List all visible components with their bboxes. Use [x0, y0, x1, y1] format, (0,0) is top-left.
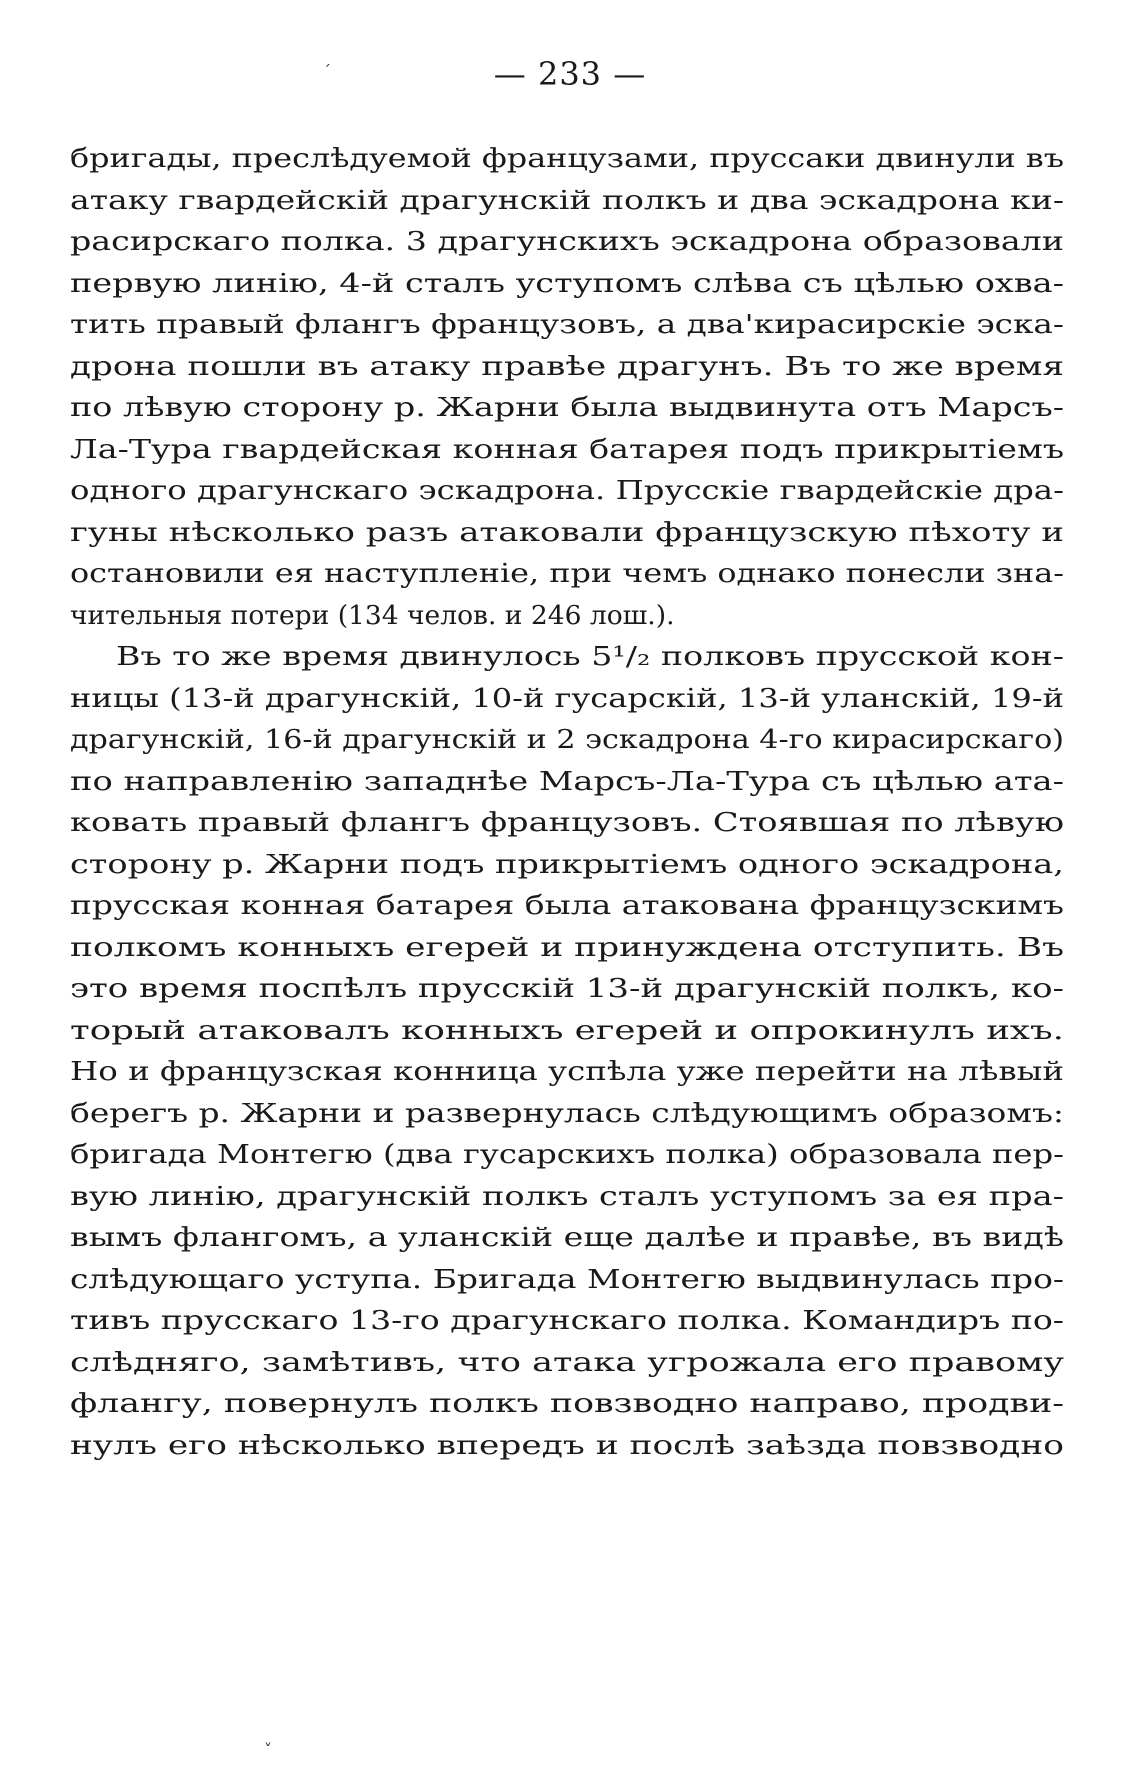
- text-line: [70, 1010, 1064, 1052]
- text-line-content: Въ то же время двинулось 5¹/₂ полковъ прусской кон-: [116, 641, 1064, 672]
- text-line: [70, 719, 1064, 761]
- text-line: [70, 263, 1064, 305]
- text-line: [70, 927, 1064, 969]
- text-line: [70, 595, 1064, 637]
- print-speck: ˊ: [323, 62, 331, 81]
- text-line: [70, 1342, 1064, 1384]
- text-line: [70, 138, 1064, 180]
- text-line-content: нулъ его нѣсколько впередъ и послѣ заѣзда повзводно: [70, 1429, 1064, 1461]
- text-line-content: бригада Монтегю (два гусарскихъ полка) образовала пер-: [70, 1139, 1064, 1170]
- text-line-content: одного драгунскаго эскадрона. Прусскіе гвардейскіе дра-: [70, 475, 1064, 506]
- text-line: [70, 1383, 1064, 1425]
- text-line: [70, 221, 1064, 263]
- text-line: [70, 1259, 1064, 1301]
- text-line-content: остановили ея наступленіе, при чемъ однако понесли зна-: [70, 558, 1064, 589]
- text-line-content: дрона пошли въ атаку правѣе драгунъ. Въ то же время: [70, 350, 1064, 382]
- text-line: [70, 968, 1064, 1010]
- text-line: [70, 512, 1064, 554]
- text-line: [70, 636, 1064, 678]
- body-text: [70, 138, 1064, 1466]
- page-number: — 233 —: [493, 55, 647, 93]
- print-speck: ˅: [264, 1740, 272, 1759]
- text-line-content: прусская конная батарея была атакована французскимъ: [70, 890, 1064, 921]
- text-line: [70, 1051, 1064, 1093]
- text-line-content: по направленію западнѣе Марсъ-Ла-Тура съ цѣлью ата-: [70, 765, 1064, 797]
- text-line: [70, 885, 1064, 927]
- text-line-content: полкомъ конныхъ егерей и принуждена отступить. Въ: [70, 931, 1064, 963]
- text-line: [70, 304, 1064, 346]
- text-line-content: слѣдняго, замѣтивъ, что атака угрожала его правому: [70, 1346, 1064, 1378]
- text-line: [70, 1176, 1064, 1218]
- text-line: [70, 761, 1064, 803]
- text-line-content: атаку гвардейскій драгунскій полкъ и два эскадрона ки-: [70, 184, 1064, 216]
- text-line-content: по лѣвую сторону р. Жарни была выдвинута отъ Марсъ-: [70, 392, 1064, 423]
- text-line-content: Ла-Тура гвардейская конная батарея подъ прикрытіемъ: [70, 433, 1064, 465]
- text-line: [70, 387, 1064, 429]
- text-line-content: расирскаго полка. 3 драгунскихъ эскадрона образовали: [70, 226, 1064, 257]
- text-line-content: слѣдующаго уступа. Бригада Монтегю выдвинулась про-: [70, 1263, 1064, 1295]
- text-line: [70, 1093, 1064, 1135]
- text-line-content: это время поспѣлъ прусскій 13-й драгунскій полкъ, ко-: [70, 973, 1064, 1004]
- text-line-content: тивъ прусскаго 13-го драгунскаго полка. Командиръ по-: [70, 1305, 1064, 1336]
- text-line-content: вымъ флангомъ, а уланскій еще далѣе и правѣе, въ видѣ: [70, 1222, 1064, 1253]
- text-line-content: драгунскій, 16-й драгунскій и 2 эскадрона 4-го кирасирскаго): [70, 724, 1064, 755]
- text-line: [70, 470, 1064, 512]
- text-line: [70, 844, 1064, 886]
- text-line: [70, 553, 1064, 595]
- text-line: [70, 1134, 1064, 1176]
- text-line-content: вую линію, драгунскій полкъ сталъ уступомъ за ея пра-: [70, 1180, 1064, 1212]
- text-line-content: гуны нѣсколько разъ атаковали французскую пѣхоту и: [70, 516, 1064, 548]
- text-line-content: бригады, преслѣдуемой французами, пруссаки двинули въ: [70, 143, 1064, 174]
- text-line: [70, 802, 1064, 844]
- text-line-content: первую линію, 4-й сталъ уступомъ слѣва съ цѣлью охва-: [70, 267, 1064, 299]
- text-line: [70, 1217, 1064, 1259]
- text-line: [70, 346, 1064, 388]
- text-line-content: Но и французская конница успѣла уже перейти на лѣвый: [70, 1056, 1064, 1087]
- text-line-content: сторону р. Жарни подъ прикрытіемъ одного эскадрона,: [70, 848, 1064, 880]
- text-line: [70, 429, 1064, 471]
- text-line: [70, 678, 1064, 720]
- text-line-content: тить правый флангъ французовъ, а два'кирасирскіе эска-: [70, 309, 1064, 340]
- text-line-content: флангу, повернулъ полкъ повзводно направо, продви-: [70, 1388, 1064, 1419]
- text-line-content: берегъ р. Жарни и развернулась слѣдующимъ образомъ:: [70, 1097, 1064, 1129]
- text-line: [70, 1425, 1064, 1467]
- text-line-content: ковать правый флангъ французовъ. Стоявшая по лѣвую: [70, 807, 1064, 838]
- text-line-content: ницы (13-й драгунскій, 10-й гусарскій, 13-й уланскій, 19-й: [70, 682, 1064, 714]
- text-line-content: чительныя потери (134 челов. и 246 лош.).: [70, 599, 675, 631]
- text-line: [70, 180, 1064, 222]
- text-line: [70, 1300, 1064, 1342]
- text-line-content: торый атаковалъ конныхъ егерей и опрокинулъ ихъ.: [70, 1014, 1064, 1046]
